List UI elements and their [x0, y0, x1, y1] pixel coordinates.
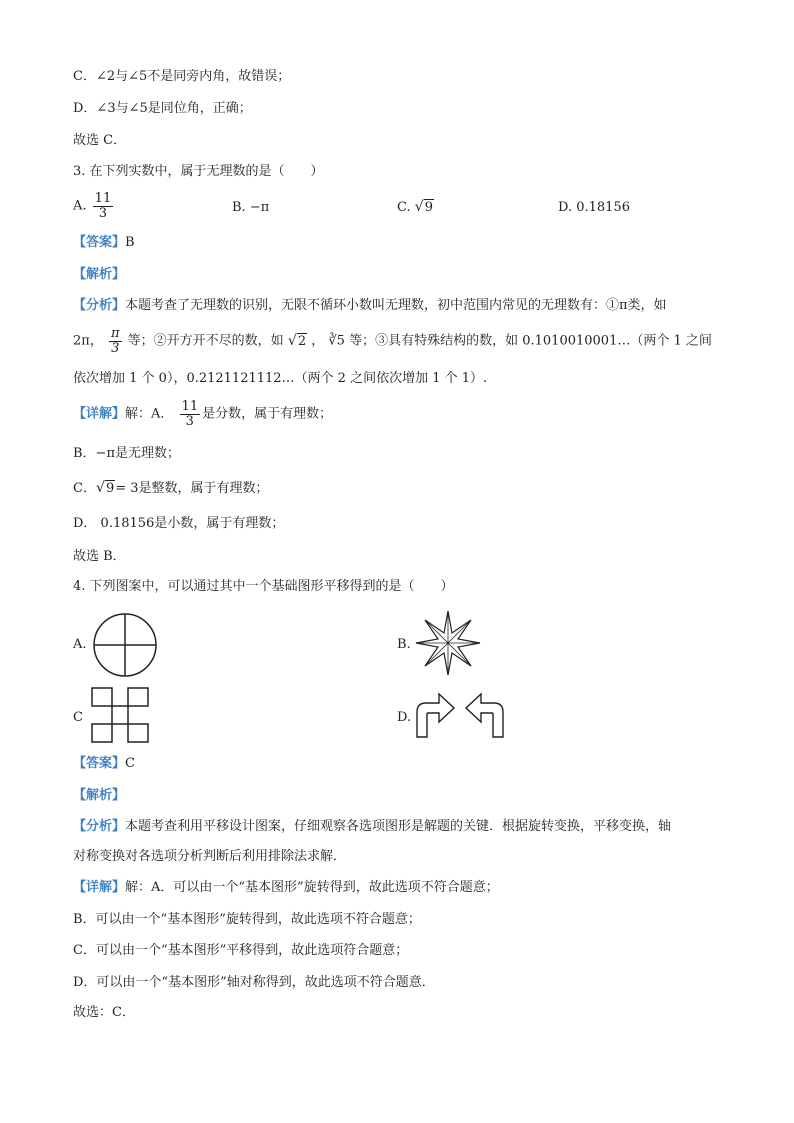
xiangjie-3-a: 【详解】解：A． $\frac{11}{3}$ 是分数，属于有理数；	[73, 399, 333, 429]
four-squares-figure	[90, 686, 152, 746]
q3-option-b: B. −π	[232, 200, 270, 215]
q4-option-c-label: C	[73, 710, 83, 725]
q3-option-c-radical: √ 9	[415, 199, 434, 217]
question-4: 4. 下列图案中，可以通过其中一个基础图形平移得到的是（ ）	[73, 579, 454, 594]
q3-option-a-fraction	[93, 192, 114, 221]
prev-choose: 故选 C．	[73, 133, 127, 148]
fenxi-4-line-1: 【分析】本题考查利用平移设计图案，仔细观察各选项图形是解题的关键．根据旋转变换，平移变换，轴	[73, 819, 672, 834]
choose-4: 故选：C．	[73, 1005, 135, 1020]
fenxi-tag: 【分析】	[73, 298, 126, 313]
answer-3	[73, 234, 135, 252]
q3-option-c	[397, 199, 434, 217]
prev-line-c: C．∠2与∠5不是同旁内角，故错误；	[73, 69, 291, 84]
answer-4	[73, 755, 135, 773]
mirrored-arrows-figure	[414, 690, 508, 740]
analysis-tag: 【解析】	[73, 267, 126, 282]
q3-option-a-label: A.	[73, 198, 87, 214]
eight-point-star-figure	[414, 609, 482, 677]
question-3: 3. 在下列实数中，属于无理数的是（ ）	[73, 164, 324, 179]
fenxi-3-line-2: 2π， $\frac{\pi}{3}$ 等；②开方开不尽的数，如 √ 2 ， ∛5 等；③具有特殊结构的数，如 0.1010010001…（两个 1 之间	[73, 327, 712, 356]
xj3-c-radical: √ 9	[96, 480, 115, 498]
q4-option-d-label: D.	[397, 710, 412, 725]
answer-tag-4: 【答案】	[73, 756, 126, 771]
xiangjie-3-d: D． 0.18156是小数，属于有理数；	[73, 516, 285, 531]
sqrt-2: √ 2	[288, 333, 307, 351]
xiangjie-4-d: D．可以由一个“基本图形”轴对称得到，故此选项不符合题意．	[73, 975, 435, 990]
circle-cross-figure	[92, 612, 158, 678]
xj3-a-fraction: $\frac{11}{3}$	[181, 399, 199, 429]
q4-option-a-label: A.	[73, 637, 87, 652]
analysis-4-heading	[73, 787, 125, 805]
pi-over-3-fraction: $\frac{\pi}{3}$	[110, 326, 120, 356]
xiangjie-4-a: 【详解】解：A．可以由一个“基本图形”旋转得到，故此选项不符合题意；	[73, 880, 499, 895]
answer-tag: 【答案】	[73, 235, 126, 250]
fenxi-4-line-2: 对称变换对各选项分析判断后利用排除法求解．	[73, 849, 347, 864]
q3-option-d: D. 0.18156	[558, 200, 630, 215]
xiangjie-4-c: C．可以由一个“基本图形”平移得到，故此选项符合题意；	[73, 943, 409, 958]
fenxi-tag-4: 【分析】	[73, 819, 126, 834]
choose-3: 故选 B．	[73, 549, 126, 564]
q3-option-a-denominator: 3	[98, 206, 108, 221]
q3-option-a	[73, 192, 115, 221]
fenxi-3-line-3: 依次增加 1 个 0），0.2121121112…（两个 2 之间依次增加 1 个 1）.	[73, 371, 488, 386]
cbrt-5: ∛5	[328, 333, 345, 349]
answer-3-value: B	[125, 235, 135, 250]
xiangjie-3-b: B．−π是无理数；	[73, 446, 180, 461]
q4-option-b-label: B.	[397, 637, 411, 652]
prev-line-d: D．∠3与∠5是同位角，正确；	[73, 101, 252, 116]
fenxi-3-line-1: 【分析】本题考查了无理数的识别，无限不循环小数叫无理数，初中范围内常见的无理数有：①π类，如	[73, 298, 667, 313]
analysis-3-heading	[73, 266, 125, 284]
analysis-tag-4: 【解析】	[73, 788, 126, 803]
q3-option-a-numerator: 11	[94, 191, 112, 206]
xiangjie-3-c: C．√ 9= 3是整数，属于有理数；	[73, 480, 269, 498]
xiangjie-tag: 【详解】	[73, 406, 126, 422]
q3-option-c-label: C.	[397, 200, 411, 215]
xiangjie-4-b: B．可以由一个“基本图形”旋转得到，故此选项不符合题意；	[73, 912, 421, 927]
answer-4-value: C	[125, 756, 135, 771]
xiangjie-tag-4: 【详解】	[73, 880, 126, 895]
